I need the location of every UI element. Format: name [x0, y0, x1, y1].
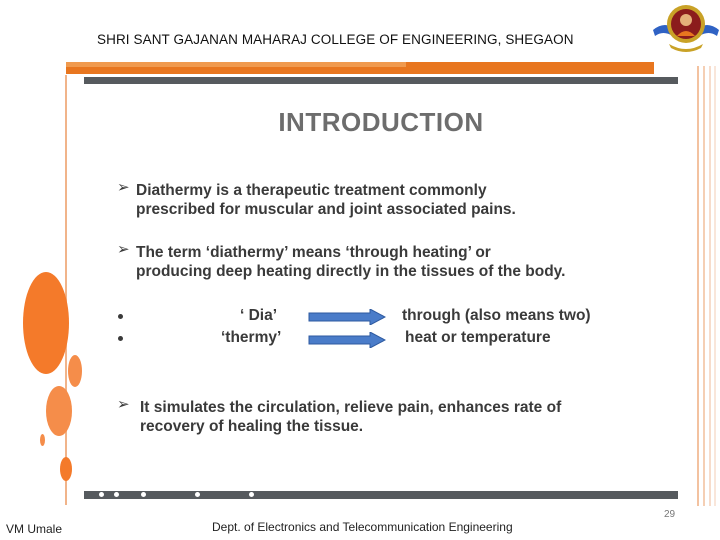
bullet-point-2-line2: producing deep heating directly in the tissues of the body.: [136, 263, 566, 280]
bullet-point-1-line2: prescribed for muscular and joint associated pains.: [136, 201, 516, 218]
decorative-circle-small: [68, 355, 82, 387]
header-accent-highlight: [66, 62, 406, 67]
right-arrow-icon: [308, 332, 386, 348]
arrow-bullet-icon: ➢: [117, 396, 130, 413]
college-header-title: SHRI SANT GAJANAN MAHARAJ COLLEGE OF ENGINEERING, SHEGAON: [97, 32, 574, 47]
term-thermy: ‘thermy’: [221, 329, 282, 346]
decorative-circle-tiny: [40, 434, 45, 446]
bullet-point-3-line2: recovery of healing the tissue.: [140, 418, 364, 435]
left-border-line: [65, 75, 67, 505]
slide-bottom-bar: [84, 491, 678, 499]
dot-bullet: [118, 314, 123, 319]
slide-content: [84, 77, 678, 501]
bar-dot: [249, 492, 254, 497]
page-number: 29: [664, 509, 676, 520]
slide-top-bar: [84, 77, 678, 84]
bar-dot: [114, 492, 119, 497]
term-thermy-meaning: heat or temperature: [405, 329, 551, 346]
bullet-point-3-line1: It simulates the circulation, relieve pain, enhances rate of: [140, 399, 562, 416]
footer-author: VM Umale: [6, 522, 63, 536]
bullet-point-2-line1: The term ‘diathermy’ means ‘through heating’ or: [136, 244, 491, 261]
arrow-bullet-icon: ➢: [117, 241, 130, 258]
slide-title: INTRODUCTION: [278, 107, 484, 137]
arrow-bullet-icon: ➢: [117, 179, 130, 196]
decorative-circle-large: [23, 272, 69, 374]
decorative-circle-small-2: [60, 457, 72, 481]
bullet-point-2: [136, 243, 565, 281]
footer-department: Dept. of Electronics and Telecommunication Engineering: [212, 520, 513, 534]
term-dia: ‘ Dia’: [240, 307, 278, 324]
bullet-point-3: [140, 398, 561, 436]
decorative-circle-medium: [46, 386, 72, 436]
bar-dot: [99, 492, 104, 497]
right-decoration-lines: [694, 66, 718, 506]
bullet-point-1-line1: Diathermy is a therapeutic treatment commonly: [136, 182, 487, 199]
college-logo-icon: [651, 0, 720, 56]
bullet-point-1: [136, 181, 516, 219]
bar-dot: [195, 492, 200, 497]
term-dia-meaning: through (also means two): [402, 307, 591, 324]
bar-dot: [141, 492, 146, 497]
right-arrow-icon: [308, 309, 386, 325]
dot-bullet: [118, 336, 123, 341]
